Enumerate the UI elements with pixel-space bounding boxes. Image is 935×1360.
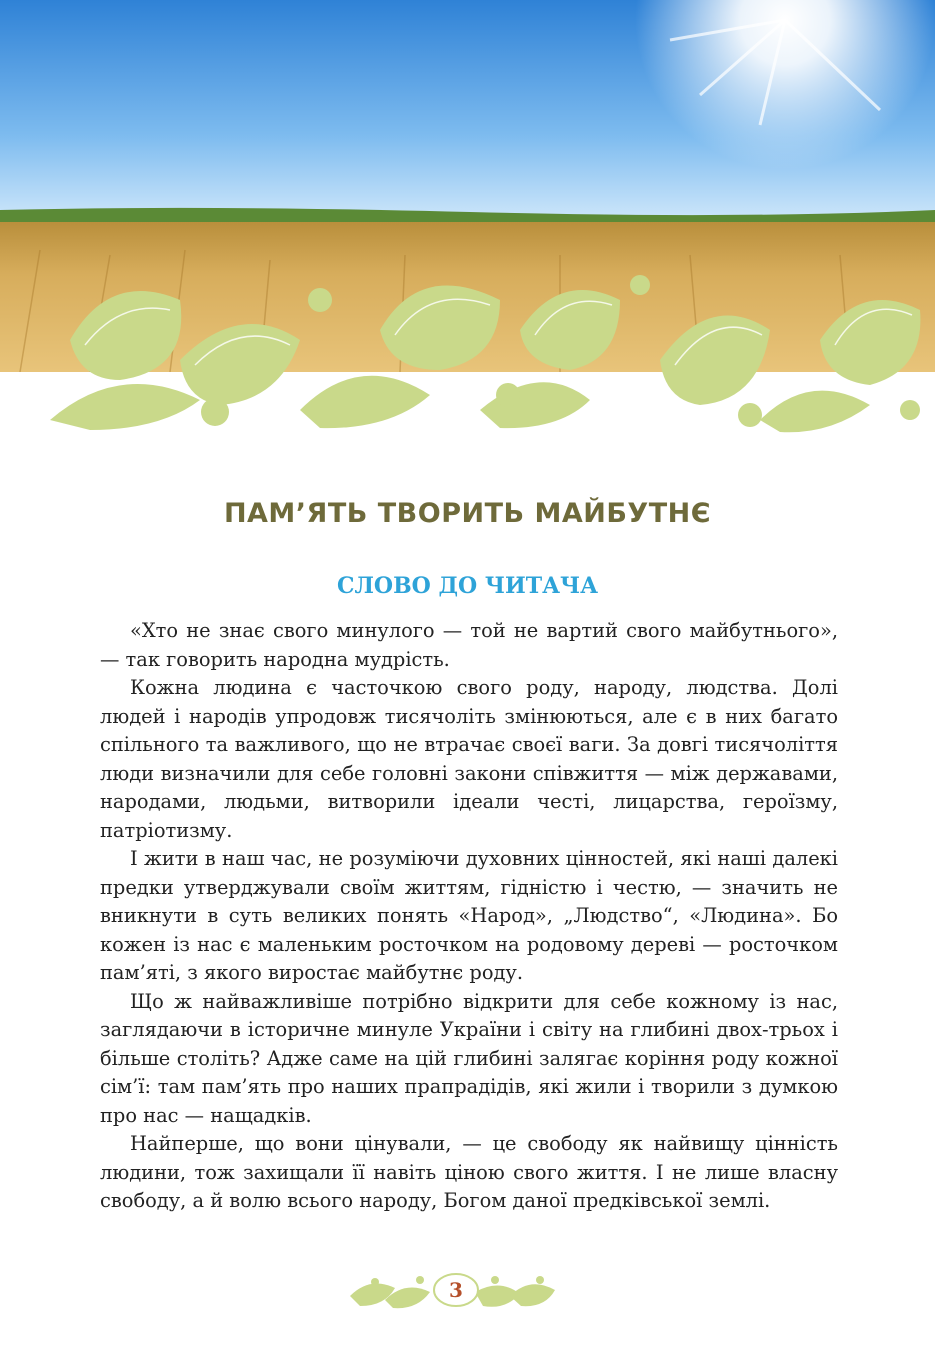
body-text <box>100 617 838 1216</box>
paragraph: Що ж найважливіше потрібно відкрити для себе кожному із нас, заглядаючи в історичне минуле України і світу на глибині двох-трьох і більше століть? Адже саме на цій глибині залягає коріння роду кожної сім’ї: там пам’ять про наших прапрадідів, які жили і творили з думкою про нас — нащадків. <box>100 989 838 1127</box>
header-banner-image <box>0 0 935 440</box>
paragraph: «Хто не знає свого минулого — той не вартий свого майбутнього», — так говорить народна мудрість. <box>100 619 838 671</box>
section-subtitle: СЛОВО ДО ЧИТАЧА <box>336 573 599 599</box>
paragraph: Найперше, що вони цінували, — це свободу як найвищу цінність людини, тож захищали її навіть ціною свого життя. І не лише власну свободу, а й волю всього народу, Богом даної предківської землі. <box>100 1132 838 1212</box>
paragraph: Кожна людина є часточкою свого роду, народу, людства. Долі людей і народів упродовж тисячоліть змінюються, але є в них багато спільного та важливого, що не втрачає своєї ваги. За довгі тисячоліття люди визначили для себе головні закони співжиття — між державами, народами, людьми, витворили ідеали честі, лицарства, героїзму, патріотизму. <box>100 676 838 842</box>
paragraph: І жити в наш час, не розуміючи духовних цінностей, які наші далекі предки утверджували своїм життям, гідністю і честю, — значить не вникнути в суть великих понять «Народ», „Людство“, «Людина». Бо кожен із нас є маленьким росточком на родовому дереві — росточком пам’яті, з якого виростає майбутнє роду. <box>100 847 838 984</box>
page-number: 3 <box>449 1278 463 1302</box>
page-title: ПАМ’ЯТЬ ТВОРИТЬ МАЙБУТНЄ <box>223 498 712 529</box>
